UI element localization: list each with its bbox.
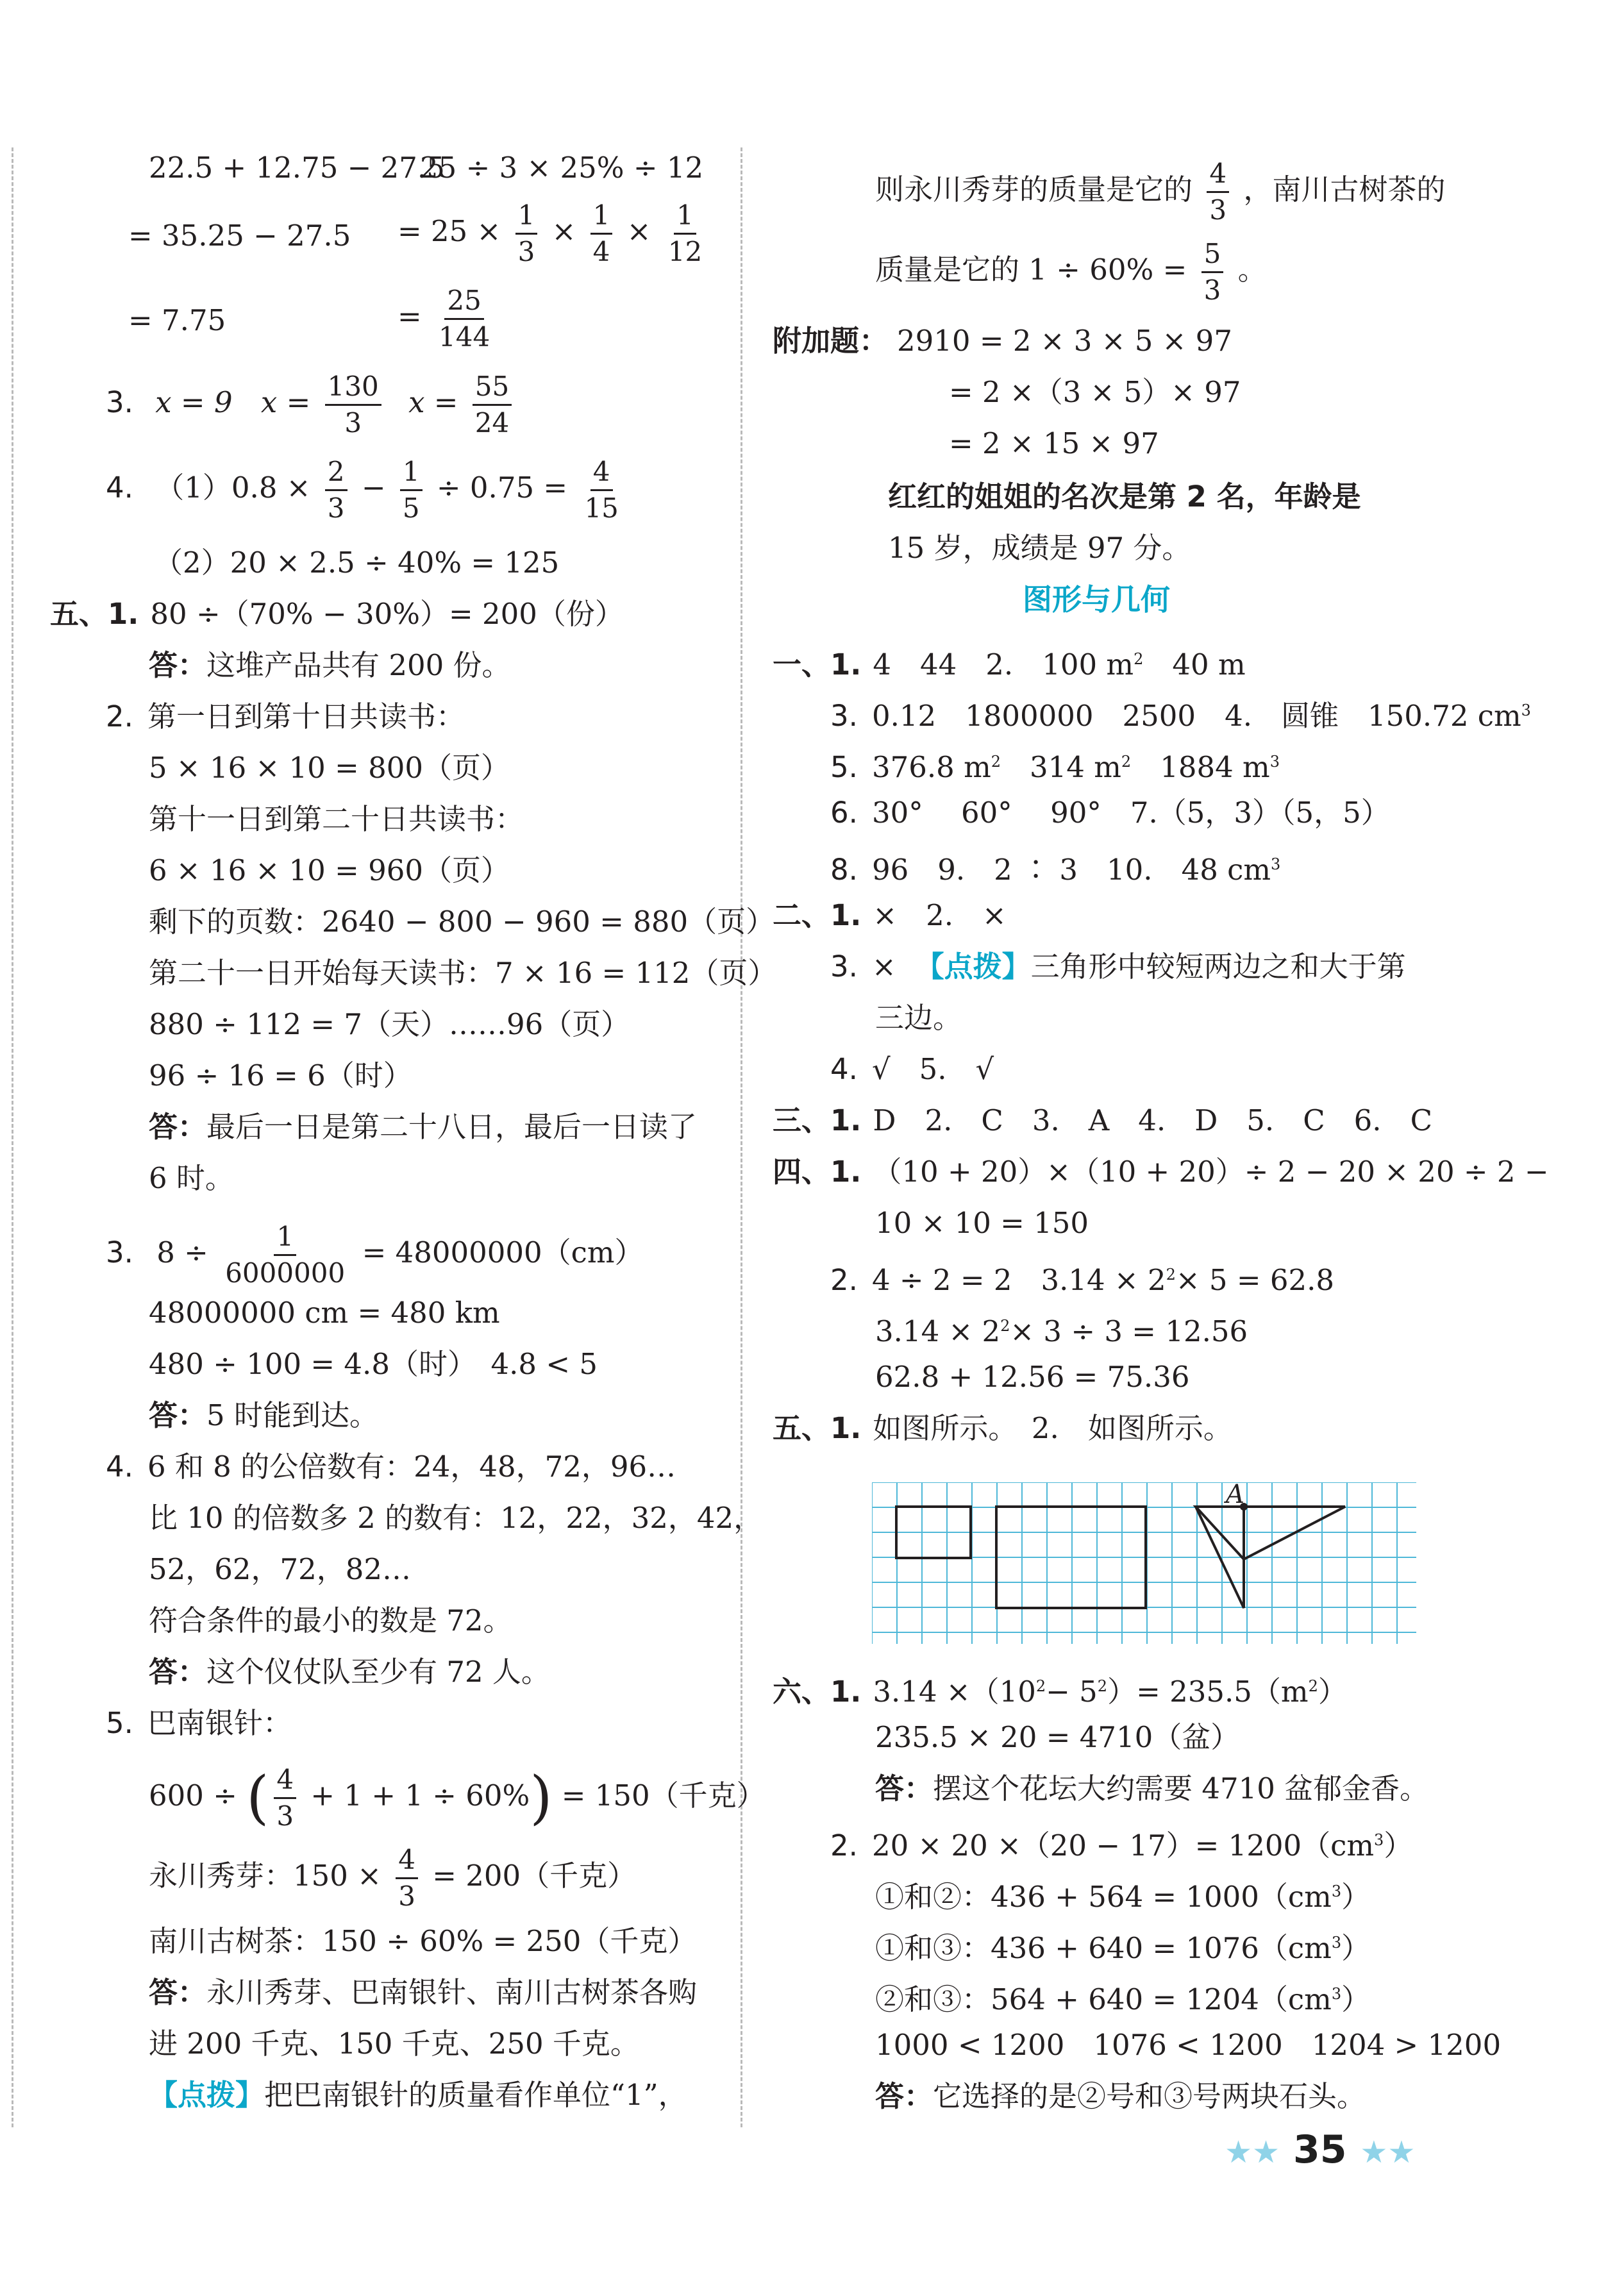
geo-line: 4. √ 5. √	[830, 1052, 994, 1086]
question-4-1: 4. （1）0.8 × $\frac{2}{3}$ − $\frac{1}{5}$ ÷ 0.75 = $\frac{4}{15}$	[106, 456, 619, 524]
section-title: 图形与几何	[1023, 582, 1170, 617]
geo-line: 6. 30° 60° 90° 7.（5，3）（5，5）	[830, 796, 1390, 830]
calc-line: 第二十一日开始每天读书：7 × 16 = 112（页）	[149, 956, 777, 990]
geo-line: 3. × 【点拨】三角形中较短两边之和大于第	[830, 950, 1406, 984]
calc-line: 则永川秀芽的质量是它的 $\frac{4}{3}$ ，南川古树茶的	[875, 158, 1446, 226]
page-number: 35	[1293, 2127, 1347, 2172]
geo-line: ①和②：$436 + 564 = 1000(cm^3)$	[875, 1880, 1371, 1914]
answer-line: 答：最后一日是第二十八日，最后一日读了	[149, 1110, 698, 1144]
geo-section-1: 一、1. 4 44 2. 100 $m^2$ 40 m	[773, 648, 1246, 682]
geo-line: 8. 96 9. 2 ∶ 3 10. 48 $cm^3$	[830, 853, 1281, 887]
answer-line: 答：这堆产品共有 200 份。	[149, 648, 511, 682]
calc-line: 480 ÷ 100 = 4.8（时） 4.8 < 5	[149, 1347, 598, 1381]
fraction: $\frac{25}{144}$	[439, 285, 490, 353]
star-icon: ★	[1360, 2134, 1388, 2170]
star-icon: ★	[1225, 2134, 1253, 2170]
calc-line: 永川秀芽：150 × $\frac{4}{3}$ = 200（千克）	[149, 1844, 637, 1912]
hint-line: 【点拨】把巴南银针的质量看作单位“1”，	[149, 2078, 687, 2112]
center-divider-dash	[741, 147, 742, 2127]
geo-line: 三边。	[875, 1001, 962, 1035]
calc-line: 6 × 16 × 10 = 960（页）	[149, 853, 510, 887]
calc-line: = 2 ×（3 × 5）× 97	[949, 375, 1241, 409]
geo-section-5: 五、1. 如图所示。 2. 如图所示。	[773, 1411, 1232, 1445]
question-4-2: （2）20 × 2.5 ÷ 40% = 125	[154, 546, 560, 580]
answer-line: 红红的姐姐的名次是第 2 名，年龄是	[888, 480, 1361, 514]
answer-line: 6 时。	[149, 1161, 234, 1195]
answer-line: 答：永川秀芽、巴南银针、南川古树茶各购	[149, 1975, 698, 2009]
calc-line: 南川古树茶：150 ÷ 60% = 250（千克）	[149, 1924, 697, 1958]
section-5-q1: 五、1. 80 ÷（70% − 30%）= 200（份）	[50, 597, 624, 631]
answer-line: 答：摆这个花坛大约需要 4710 盆郁金香。	[875, 1771, 1429, 1805]
geo-line: 10 × 10 = 150	[875, 1206, 1089, 1240]
section-5-q4: 4. 6 和 8 的公倍数有：24，48，72，96…	[106, 1450, 676, 1484]
calc-line: 600 ÷ ( $\frac{4}{3}$ + 1 + 1 ÷ 60%) = 150（千克）	[149, 1764, 766, 1832]
calc-line: 比 10 的倍数多 2 的数有：12，22，32，42，	[149, 1501, 763, 1535]
answer-line: 进 200 千克、150 千克、250 千克。	[149, 2027, 639, 2061]
geo-line: 3. 0.12 1800000 2500 4. 圆锥 150.72 $cm^3$	[830, 699, 1531, 733]
fraction: $\frac{1}{3}$	[515, 202, 538, 265]
star-icon: ★	[1252, 2134, 1280, 2170]
calc-line: 25 ÷ 3 × 25% ÷ 12	[420, 151, 704, 185]
calc-line: 剩下的页数：2640 − 800 − 960 = 880（页）	[149, 905, 775, 939]
calc-line: 22.5 + 12.75 − 27.5	[149, 151, 445, 185]
left-margin-dash	[12, 147, 13, 2127]
calc-line: 质量是它的 1 ÷ 60% = $\frac{5}{3}$ 。	[875, 238, 1267, 306]
geo-line: 5. 376.8 $m^2$ 314 $m^2$ 1884 $m^3$	[830, 750, 1280, 784]
answer-line: 答：这个仪仗队至少有 72 人。	[149, 1655, 550, 1689]
geo-line: 2. 4 ÷ 2 = 2 $3.14 \times 2^2\times 5 = 62.8$	[830, 1263, 1335, 1297]
calc-line: 48000000 cm = 480 km	[149, 1296, 500, 1330]
geo-line: $3.14 \times 2^2\times 3 \div 3 = 12.56$	[875, 1314, 1248, 1348]
fraction: $\frac{1}{4}$	[590, 202, 613, 265]
calc-line: = 2 × 15 × 97	[949, 426, 1159, 460]
question-3: 3. x = 9 x = $\frac{130}{3}$ x = $\frac{55}{24}$	[106, 373, 517, 437]
geo-line: ①和③：$436 + 640 = 1076(cm^3)$	[875, 1931, 1371, 1965]
geo-section-4: 四、1. （10 + 20）×（10 + 20）÷ 2 − 20 × 20 ÷ 2 −	[773, 1155, 1549, 1189]
geo-line: 62.8 + 12.56 = 75.36	[875, 1360, 1190, 1394]
page-number-footer	[1225, 2127, 1415, 2172]
calc-line: 5 × 16 × 10 = 800（页）	[149, 751, 510, 785]
answer-line: 答：5 时能到达。	[149, 1398, 378, 1432]
geo-section-6: 六、1. $3.14 \times(10^2- 5^2)= 235.5(m^2)$	[773, 1675, 1347, 1709]
geo-line: ②和③：$564 + 640 = 1204(cm^3)$	[875, 1982, 1371, 2016]
bonus-question: 附加题： 2910 = 2 × 3 × 5 × 97	[773, 324, 1232, 358]
calc-line: = 35.25 − 27.5	[128, 219, 351, 253]
geo-line: 2. $20 \times 20 \times(20 - 17)= 1200(cm^3)$	[830, 1829, 1413, 1863]
section-5-q5: 5. 巴南银针：	[106, 1706, 292, 1740]
calc-line: = 25 × $\frac{1}{3}$ × $\frac{1}{4}$ × $\frac{1}{12}$	[398, 202, 710, 265]
answer-line: 15 岁，成绩是 97 分。	[888, 531, 1191, 565]
geo-line: 1000 < 1200 1076 < 1200 1204 > 1200	[875, 2028, 1502, 2062]
point-a-label: A	[1226, 1482, 1244, 1509]
calc-line: 96 ÷ 16 = 6（时）	[149, 1059, 412, 1093]
fraction: $\frac{1}{12}$	[667, 199, 703, 267]
section-5-q2: 2. 第一日到第十日共读书：	[106, 699, 465, 733]
section-5-q3: 3. 8 ÷ $\frac{1}{6000000}$ = 48000000（cm）	[106, 1221, 644, 1289]
geo-line: 235.5 × 20 = 4710（盆）	[875, 1720, 1240, 1754]
geo-section-2: 二、1. × 2. ×	[773, 898, 1007, 932]
star-icon: ★	[1387, 2134, 1416, 2170]
answer-line: 答：它选择的是②号和③号两块石头。	[875, 2079, 1366, 2113]
calc-line: = $\frac{25}{144}$	[398, 287, 498, 351]
calc-line: = 7.75	[128, 303, 226, 337]
calc-line: 第十一日到第二十日共读书：	[149, 802, 524, 836]
calc-line: 880 ÷ 112 = 7（天）……96（页）	[149, 1007, 630, 1041]
grid-figure	[872, 1482, 1418, 1645]
geo-section-3: 三、1. D 2. C 3. A 4. D 5. C 6. C	[773, 1103, 1433, 1137]
calc-line: 52，62，72，82…	[149, 1552, 412, 1586]
calc-line: 符合条件的最小的数是 72。	[149, 1603, 512, 1637]
